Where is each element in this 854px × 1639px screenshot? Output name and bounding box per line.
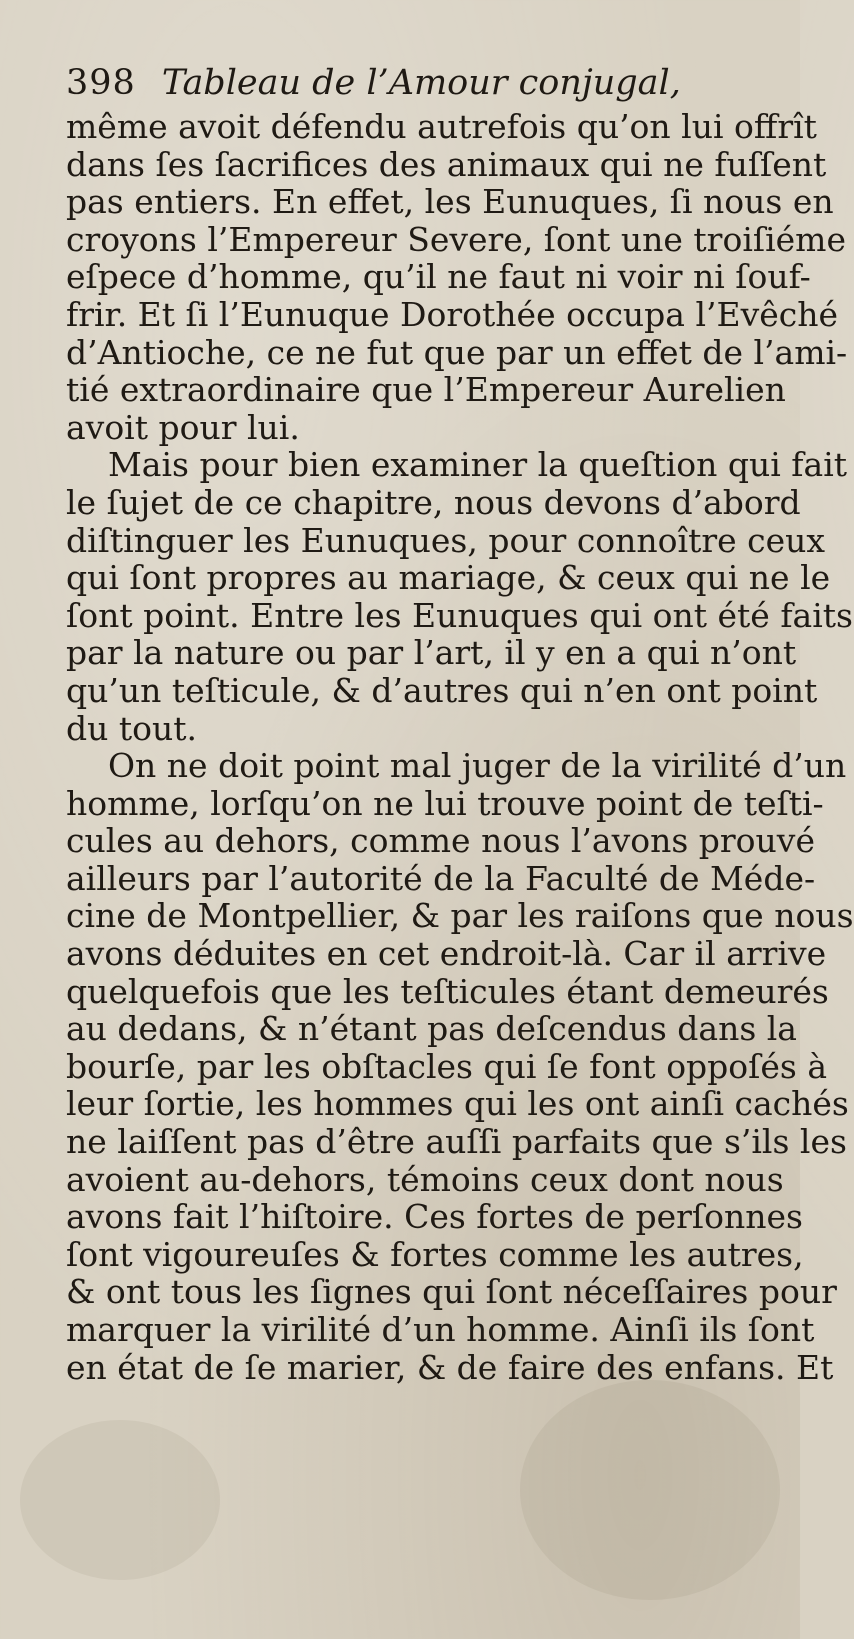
text-line: marquer la virilité d’un homme. Ainſi ils ſont bbox=[66, 1310, 815, 1349]
text-line: ne laiſſent pas d’être auſſi parfaits que s’ils les bbox=[66, 1122, 847, 1162]
text-line: même avoit défendu autrefois qu’on lui offrît bbox=[66, 107, 817, 146]
text-line: qu’un teſticule, & d’autres qui n’en ont point bbox=[66, 670, 818, 710]
text-line: avons déduites en cet endroit-là. Car il arrive bbox=[66, 934, 827, 974]
text-line: ailleurs par l’autorité de la Faculté de Méde- bbox=[66, 858, 816, 898]
text-line: au dedans, & n’étant pas deſcendus dans la bbox=[66, 1009, 797, 1049]
text-line: ſont vigoureuſes & fortes comme les autres, bbox=[66, 1234, 804, 1274]
text-line: tié extraordinaire que l’Empereur Aurelien bbox=[66, 370, 786, 410]
text-line: croyons l’Empereur Severe, ſont une troiſiéme bbox=[66, 219, 846, 259]
text-line: du tout. bbox=[66, 708, 198, 748]
text-line: On ne doit point mal juger de la virilité d’un bbox=[108, 746, 847, 786]
text-line: par la nature ou par l’art, il y en a qui n’ont bbox=[66, 633, 797, 673]
running-header bbox=[66, 60, 746, 106]
text-line: dans ſes ſacrifices des animaux qui ne fuſſent bbox=[66, 144, 827, 184]
text-line: Mais pour bien examiner la queſtion qui fait bbox=[108, 445, 848, 485]
text-line: leur ſortie, les hommes qui les ont ainſi cachés bbox=[66, 1084, 849, 1124]
text-line: le ſujet de ce chapitre, nous devons d’abord bbox=[66, 482, 801, 522]
text-line: bourſe, par les obſtacles qui ſe font oppoſés à bbox=[66, 1046, 828, 1086]
text-line: en état de ſe marier, & de faire des enfans. Et bbox=[66, 1347, 834, 1387]
text-line: & ont tous les ſignes qui ſont néceſſaires pour bbox=[66, 1272, 837, 1312]
text-line: cules au dehors, comme nous l’avons prouvé bbox=[66, 821, 815, 861]
text-line: avons fait l’hiſtoire. Ces fortes de perſonnes bbox=[66, 1197, 803, 1237]
text-line: diſtinguer les Eunuques, pour connoître ceux bbox=[66, 520, 826, 560]
text-line: avoit pour lui. bbox=[66, 407, 300, 447]
text-line: avoient au-dehors, témoins ceux dont nous bbox=[66, 1159, 784, 1199]
text-line: d’Antioche, ce ne fut que par un effet de l’ami- bbox=[66, 332, 848, 372]
text-line: frir. Et ſi l’Eunuque Dorothée occupa l’Evêché bbox=[66, 294, 839, 334]
text-line: ſont point. Entre les Eunuques qui ont été faits bbox=[66, 595, 853, 635]
text-line: quelquefois que les teſticules étant demeurés bbox=[66, 971, 829, 1011]
text-line: eſpece d’homme, qu’il ne faut ni voir ni ſouf- bbox=[66, 257, 811, 297]
text-line: homme, lorſqu’on ne lui trouve point de teſti- bbox=[66, 783, 824, 823]
running-title: Tableau de l’Amour conjugal, bbox=[161, 63, 681, 103]
page-number: 398 bbox=[66, 63, 136, 103]
body-text bbox=[66, 107, 854, 1387]
paper-stain bbox=[520, 1380, 780, 1600]
text-line: qui ſont propres au mariage, & ceux qui ne le bbox=[66, 558, 831, 598]
text-line: cine de Montpellier, & par les raiſons que nous bbox=[66, 896, 854, 936]
paper-stain bbox=[20, 1420, 220, 1580]
text-line: pas entiers. En effet, les Eunuques, ſi nous en bbox=[66, 182, 834, 222]
